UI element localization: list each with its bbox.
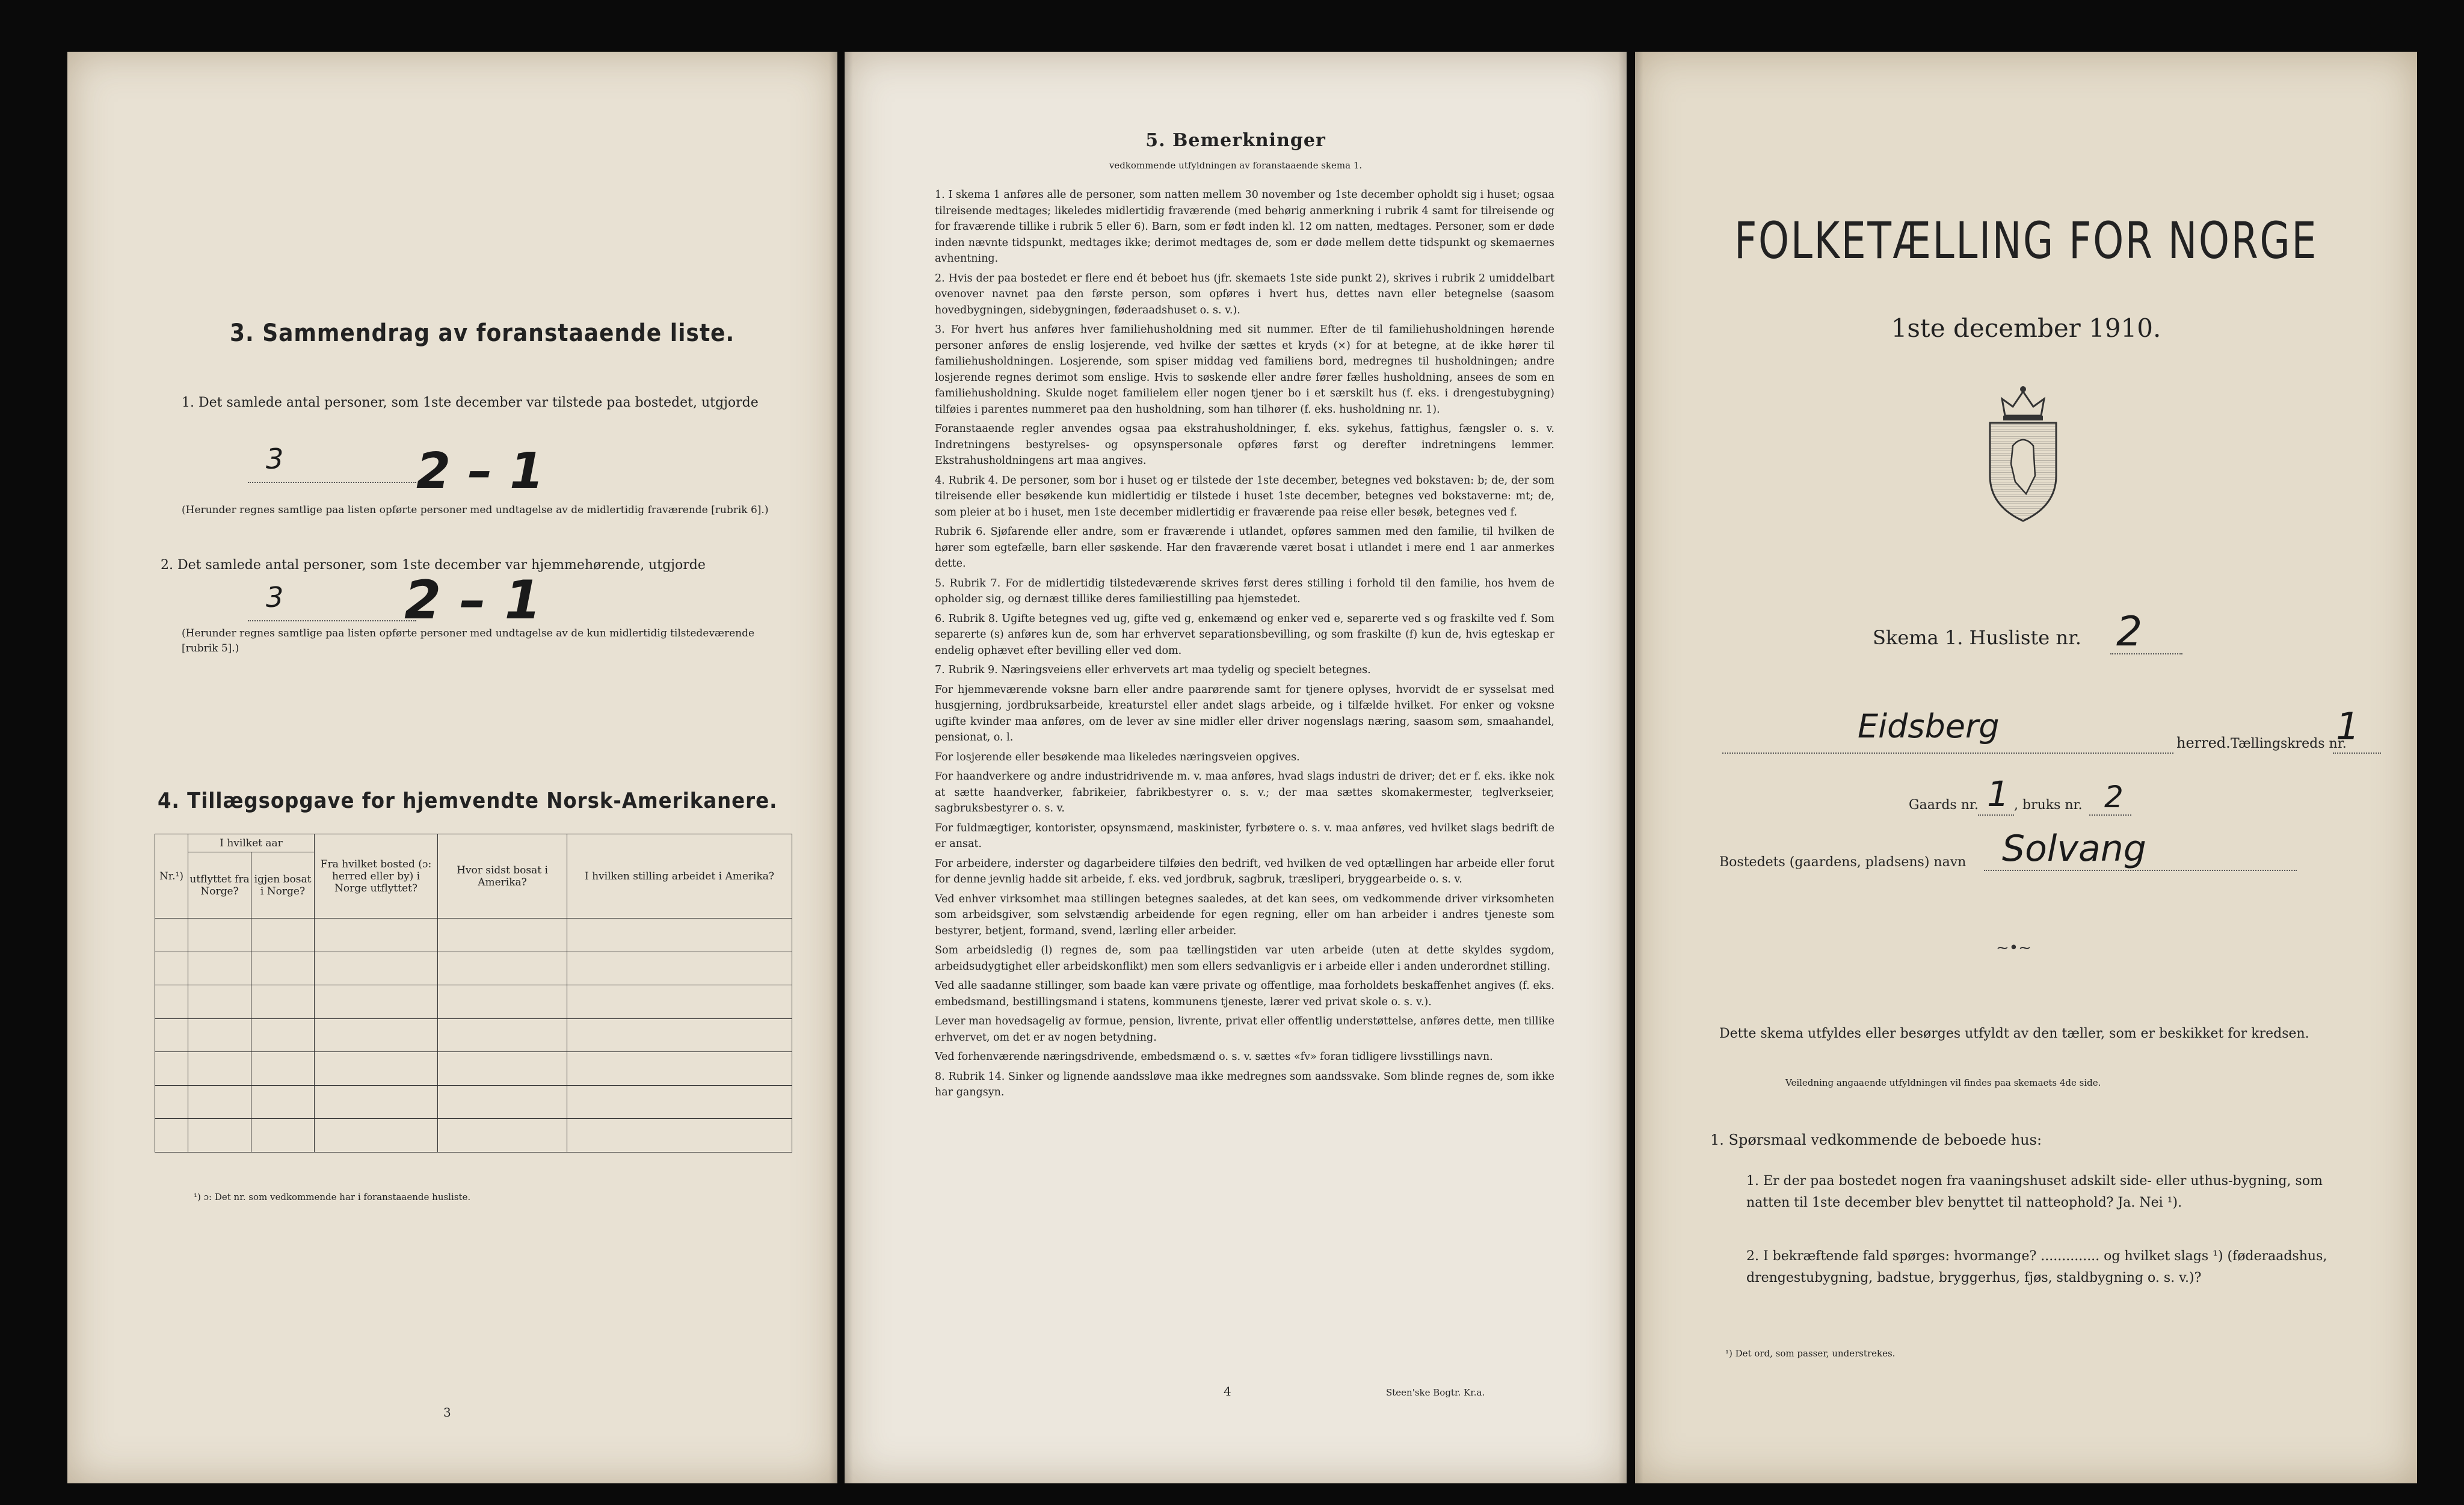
page-number-4: 4: [1224, 1384, 1231, 1399]
summary-item-2-text: 2. Det samlede antal personer, som 1ste december var hjemmehørende, utgjorde: [161, 558, 706, 573]
gaards-value: 1: [1987, 774, 2009, 814]
remark-paragraph: 7. Rubrik 9. Næringsveiens eller erhvervets art maa tydelig og specielt betegnes.: [935, 664, 1371, 676]
remark-paragraph: For fuldmægtiger, kontorister, opsynsmænd, maskinister, fyrbøtere o. s. v. maa anføres, ved hvilket slags bedrift de er ansat.: [935, 822, 1554, 850]
remark-paragraph: Lever man hovedsagelig av formue, pension, livrente, privat eller offentlig understøttelse, anføres dette, men tillike erhvervet, om det er av nogen betydning.: [935, 1015, 1554, 1044]
table-row: [155, 919, 792, 952]
col-sidst-bosat: Hvor sidst bosat i Amerika?: [438, 834, 567, 919]
census-title: FOLKETÆLLING FOR NORGE: [1734, 211, 2318, 270]
remark-paragraph: Rubrik 6. Sjøfarende eller andre, som er fraværende i utlandet, opføres sammen med den familie, til hvilken de hører som egtefælle, barn eller søskende. Har den fraværende været bosat i utlandet i mere end 1 aar anmerkes dette.: [935, 526, 1554, 570]
item-1-handwritten-value: 2 – 1: [416, 443, 544, 500]
page-3: [67, 52, 837, 1483]
instruction-note: Veiledning angaaende utfyldningen vil findes paa skemaets 4de side.: [1785, 1077, 2101, 1088]
remarks-subtitle: vedkommende utfyldningen av foranstaaende skema 1.: [1109, 160, 1363, 171]
norsk-amerikanere-table: [155, 834, 792, 1153]
bosted-value: Solvang: [2002, 828, 2146, 870]
table-row: [155, 1052, 792, 1086]
item-1-printed-value: 3: [266, 443, 284, 475]
remark-paragraph: For losjerende eller besøkende maa likeledes næringsveien opgives.: [935, 751, 1300, 763]
instruction-text: Dette skema utfyldes eller besørges utfyldt av den tæller, som er beskikket for kredsen.: [1719, 1026, 2309, 1041]
table-row: [155, 1085, 792, 1119]
col-igjen-bosat: igjen bosat i Norge?: [251, 852, 315, 919]
col-stilling: I hvilken stilling arbeidet i Amerika?: [567, 834, 792, 919]
remarks-list: [935, 187, 1554, 1104]
herred-value: Eidsberg: [1858, 707, 2000, 745]
summary-item-1-note: (Herunder regnes samtlige paa listen opførte personer med undtagelse av de midlertidig fraværende [rubrik 6].): [182, 504, 769, 516]
table-row: [155, 985, 792, 1019]
census-date: 1ste december 1910.: [1891, 313, 2161, 343]
remark-paragraph: For hjemmeværende voksne barn eller andre paarørende samt for tjenere oplyses, hvorvidt de er sysselsat med husgjerning, jordbruksarbeide, kreaturstel eller andet slags arbeide, og i tilfælde hvilket. For enker og voksne ugifte kvinder maa anføres, om de lever av sine midler eller driver nogenslags næring, saasom søm, smaahandel, pensionat, o. l.: [935, 683, 1554, 743]
page-1-footnote: ¹) Det ord, som passer, understrekes.: [1725, 1348, 1896, 1359]
table-row: [155, 952, 792, 985]
remark-paragraph: For arbeidere, inderster og dagarbeidere tilføies den bedrift, ved hvilken de ved optællingen har arbeide eller forut for denne jevnlig hadde sit arbeide, f. eks. ved jordbruk, sagbruk, træsliperi, bryggearbeide o. s. v.: [935, 857, 1554, 885]
page-number-3: 3: [443, 1405, 451, 1420]
item-2-printed-value: 3: [266, 581, 284, 614]
question-1: 1. Er der paa bostedet nogen fra vaaningshuset adskilt side- eller uthus-bygning, som natten til 1ste december blev benyttet til natteophold? Ja. Nei ¹).: [1746, 1174, 2323, 1210]
gaards-label: Gaards nr.: [1909, 798, 1979, 813]
remark-paragraph: 8. Rubrik 14. Sinker og lignende aandssløve maa ikke medregnes som aandssvake. Som blinde regnes de, som ikke har gangsyn.: [935, 1070, 1554, 1098]
table-footnote: ¹) ɔ: Det nr. som vedkommende har i foranstaaende husliste.: [194, 1192, 471, 1202]
summary-item-1: [182, 389, 783, 417]
printer-credit: Steen'ske Bogtr. Kr.a.: [1386, 1387, 1485, 1398]
remarks-title: 5. Bemerkninger: [1145, 130, 1326, 151]
remark-paragraph: 4. Rubrik 4. De personer, som bor i huset og er tilstede der 1ste december, betegnes ved bokstaven: b; de, der som tilreisende eller besøkende kun midlertidig er tilstede i huset 1ste december, betegnes ved bokstaverne: mt; de, som pleier at bo i huset, men 1ste december midlertidig er fraværende paa reise eller besøk, betegnes ved f.: [935, 474, 1554, 519]
remark-paragraph: 5. Rubrik 7. For de midlertidig tilstedeværende skrives først deres stilling i forhold til den familie, hos hvem de opholder sig, og dernæst tillike deres familiestilling paa hjemstedet.: [935, 577, 1554, 605]
norwegian-coat-of-arms-icon: [1978, 386, 2068, 524]
questions-title: 1. Spørsmaal vedkommende de beboede hus:: [1710, 1131, 2042, 1148]
remark-paragraph: 6. Rubrik 8. Ugifte betegnes ved ug, gifte ved g, enkemænd og enker ved e, separerte ved s og fraskilte ved f. Som separerte (s) anføres kun de, som har erhvervet separationsbevilling, og som fraskilte (f) kun de, hvis egteskap er endelig ophævet efter bevilling eller ved dom.: [935, 612, 1554, 657]
remark-paragraph: Som arbeidsledig (l) regnes de, som paa tællingstiden var uten arbeide (uten at dette skyldes sygdom, arbeidsudygtighet eller arbeidskonflikt) men som ellers sedvanligvis er i arbeide eller i anden underordnet stilling.: [935, 944, 1554, 973]
summary-item-2-note: (Herunder regnes samtlige paa listen opførte personer med undtagelse av de kun midlertidig tilstedeværende [rubrik 5].): [182, 627, 755, 654]
col-utflyttet: utflyttet fra Norge?: [188, 852, 251, 919]
section-3-title: 3. Sammendrag av foranstaaende liste.: [230, 319, 735, 347]
remark-paragraph: Ved enhver virksomhet maa stillingen betegnes saaledes, at det kan sees, om vedkommende driver virksomheten som arbeidsgiver, som selvstændig arbeidende for egen regning, eller om han arbeider i andres tjeneste som bestyrer, betjent, formand, svend, lærling eller arbeider.: [935, 893, 1554, 937]
question-2: 2. I bekræftende fald spørges: hvormange? .............. og hvilket slags ¹) (føderaadshus, drengestubygning, badstue, bryggerhus, fjøs, staldbygning o. s. v.)?: [1746, 1249, 2327, 1285]
bruks-label: , bruks nr.: [2014, 798, 2083, 813]
krets-label: Tællingskreds nr.: [2231, 736, 2347, 751]
remark-paragraph: 3. For hvert hus anføres hver familiehusholdning med sit nummer. Efter de til familiehusholdningen hørende personer anføres de enslig losjerende, ved hvilke der sættes et kryds (×) for at betegne, at de ikke hører til familiehusholdningen. Losjerende, som spiser middag ved familiens bord, medregnes til husholdningen; andre losjerende regnes derimot som enslige. Hvis to søskende eller andre fører fælles husholdning, ansees de som en familiehusholdning. Skulde noget familielem eller nogen tjener bo i et særskilt hus (f. eks. i drengestubygning) tilføies i parentes nummeret paa den husholdning, som han tilhører (f. eks. husholdning nr. 1).: [935, 324, 1554, 416]
remark-paragraph: Foranstaaende regler anvendes ogsaa paa ekstrahusholdninger, f. eks. sykehus, fattighus, fængsler o. s. v. Indretningens bestyrelses- og opsynspersonale opføres først og derefter indretningens lemmer. Ekstrahusholdningens art maa angives.: [935, 423, 1554, 467]
col-bosted: Fra hvilket bosted (ɔ: herred eller by) i Norge utflyttet?: [315, 834, 438, 919]
herred-label: herred.: [2176, 734, 2231, 751]
husliste-number: 2: [2116, 608, 2143, 656]
remark-paragraph: 2. Hvis der paa bostedet er flere end ét beboet hus (jfr. skemaets 1ste side punkt 2), skrives i rubrik 2 umiddelbart ovenover navnet paa den første person, som opføres i hvert hus, dettes navn eller betegnelse (saasom hovedbygningen, sidebygningen, føderaadshuset o. s. v.).: [935, 272, 1554, 316]
bosted-label: Bostedets (gaardens, pladsens) navn: [1719, 855, 1967, 870]
krets-value: 1: [2336, 704, 2360, 748]
page-4: [845, 52, 1627, 1483]
section-4-title: 4. Tillægsopgave for hjemvendte Norsk-Amerikanere.: [158, 789, 778, 813]
summary-item-1-text: 1. Det samlede antal personer, som 1ste december var tilstede paa bostedet, utgjorde: [182, 395, 759, 410]
remark-paragraph: For haandverkere og andre industridrivende m. v. maa anføres, hvad slags industri de driver; det er f. eks. ikke nok at sætte haandverker, fabrikeier, fabrikbestyrer o. s. v.; der maa sættes skomakermester, teglverkseier, sagbruksbestyrer o. s. v.: [935, 771, 1554, 814]
table-row: [155, 1119, 792, 1153]
schema-label: Skema 1. Husliste nr.: [1873, 626, 2081, 649]
item-2-handwritten-value: 2 – 1: [404, 569, 541, 631]
bruks-value: 2: [2104, 780, 2124, 814]
remark-paragraph: Ved alle saadanne stillinger, som baade kan være private og offentlige, maa forholdets beskaffenhet angives (f. eks. embedsmand, bestillingsmand i statens, kommunens tjeneste, lærer ved privat skole o. s. v.).: [935, 980, 1554, 1008]
remark-paragraph: Ved forhenværende næringsdrivende, embedsmænd o. s. v. sættes «fv» foran tidligere livsstillings navn.: [935, 1051, 1493, 1063]
col-group-year: I hvilket aar: [188, 834, 315, 852]
col-nr: Nr.¹): [155, 834, 188, 919]
page-1: [1635, 52, 2417, 1483]
remark-paragraph: 1. I skema 1 anføres alle de personer, som natten mellem 30 november og 1ste december opholdt sig i huset; ogsaa tilreisende medtages; likeledes midlertidig fraværende (med behørig anmerkning i rubrik 4 samt for tilreisende og for fraværende tillike i rubrik 5 eller 6). Barn, som er født inden kl. 12 om natten, medtages. Personer, som er døde inden nævnte tidspunkt, medtages ikke; derimot medtages de, som er døde mellem dette tidspunkt og skemaernes avhentning.: [935, 189, 1554, 265]
ornament-icon: ~•~: [1996, 939, 2031, 957]
table-row: [155, 1018, 792, 1052]
